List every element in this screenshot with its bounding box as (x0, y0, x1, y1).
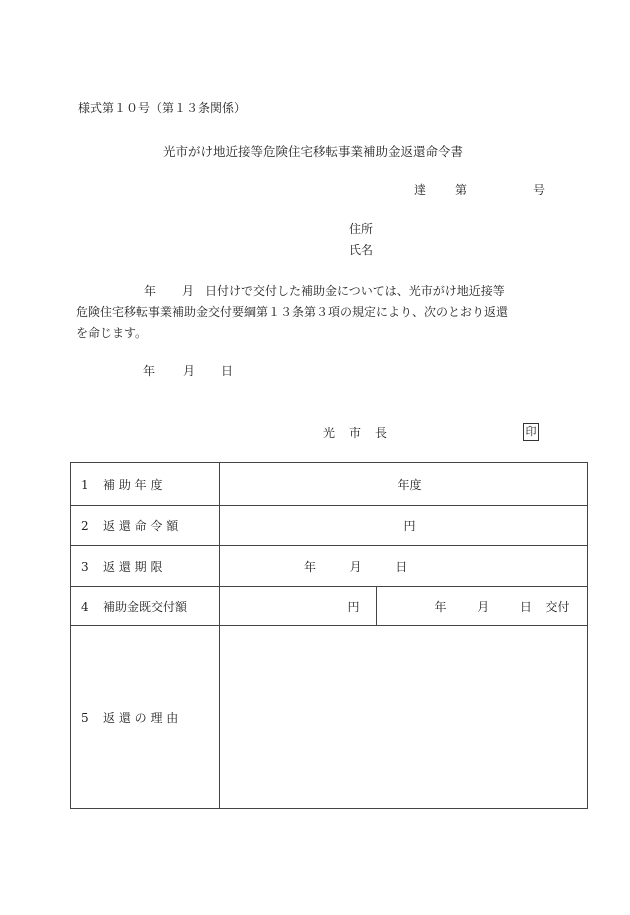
date-month: 月 (183, 364, 196, 378)
address-label: 住所 (349, 222, 374, 236)
row5-label: 返 還 の 理 由 (103, 710, 179, 725)
issued-day: 日 (519, 599, 532, 614)
row4-date-cell (376, 587, 587, 626)
body-text-line2: 危険住宅移転事業補助金交付要綱第１３条第３項の規定により、次のとおり返還 (76, 305, 509, 319)
table-row (71, 506, 588, 546)
mayor-char-3: 長 (375, 426, 388, 440)
doc-number-prefix: 達 (414, 183, 427, 197)
date-year: 年 (143, 364, 156, 378)
row3-label-cell (71, 546, 220, 587)
row1-value-cell (220, 463, 588, 506)
row1-label: 補 助 年 度 (103, 477, 163, 492)
row5-number: 5 (81, 710, 89, 725)
row1-number: 1 (81, 477, 89, 492)
reason-cell (220, 626, 588, 809)
order-amount-unit: 円 (403, 519, 416, 533)
body-month: 月 (182, 284, 195, 298)
table-row (71, 546, 588, 587)
date-day: 日 (221, 364, 234, 378)
deadline-year: 年 (304, 559, 317, 574)
name-label: 氏名 (349, 243, 374, 257)
form-number: 様式第１０号（第１３条関係） (78, 101, 247, 115)
body-text-line3: を命じます。 (76, 326, 148, 340)
row2-value-cell (220, 506, 588, 546)
row4-label-cell (71, 587, 220, 626)
body-year: 年 (144, 284, 157, 298)
issued-label: 交付 (545, 599, 570, 614)
row2-label-cell (71, 506, 220, 546)
details-table (70, 462, 588, 809)
row4-number: 4 (81, 599, 89, 614)
mayor-char-2: 市 (349, 426, 362, 440)
row1-label-cell (71, 463, 220, 506)
doc-number-suffix: 号 (533, 183, 546, 197)
table-row (71, 626, 588, 809)
row4-amount-cell (220, 587, 377, 626)
issued-month: 月 (477, 599, 490, 614)
deadline-month: 月 (349, 559, 362, 574)
row3-value-cell (220, 546, 588, 587)
row3-label: 返 還 期 限 (103, 559, 163, 574)
mayor-char-1: 光 (323, 426, 336, 440)
deadline-day: 日 (395, 559, 408, 574)
table-row (71, 587, 588, 626)
row2-number: 2 (81, 519, 89, 533)
row4-label: 補助金既交付額 (103, 599, 188, 614)
issued-year: 年 (434, 599, 447, 614)
body-text-line1: 日付けで交付した補助金については、光市がけ地近接等 (205, 284, 505, 298)
document-title: 光市がけ地近接等危険住宅移転事業補助金返還命令書 (163, 144, 464, 159)
seal-mark: 印 (523, 423, 539, 441)
fiscal-year-unit: 年度 (397, 477, 422, 492)
row5-label-cell (71, 626, 220, 809)
doc-number-mid: 第 (455, 183, 468, 197)
row3-number: 3 (81, 559, 89, 574)
row2-label: 返 還 命 令 額 (103, 519, 179, 533)
issued-amount-unit: 円 (347, 599, 360, 614)
table-row (71, 463, 588, 506)
